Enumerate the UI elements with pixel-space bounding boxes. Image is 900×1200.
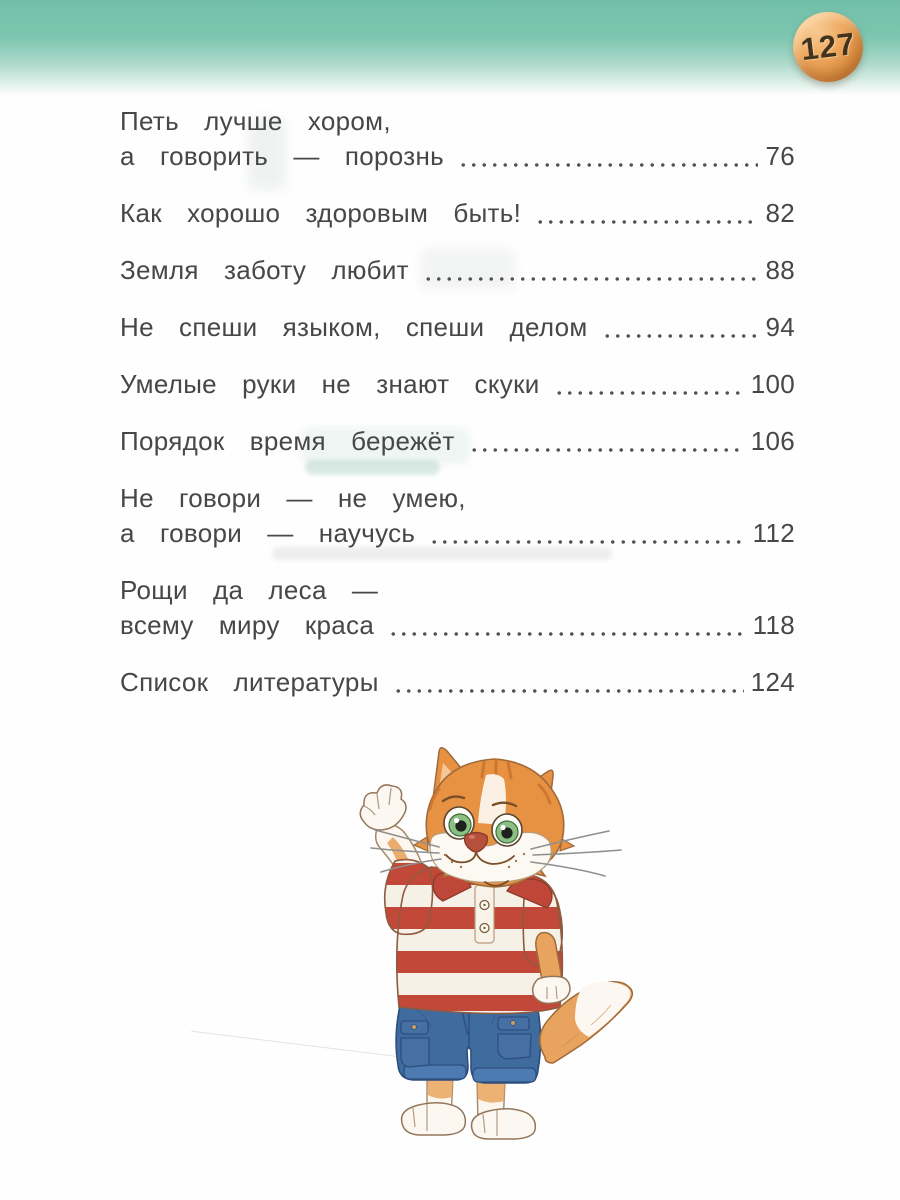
toc-entry xyxy=(120,196,795,231)
toc-entry-title: Земля заботу любит xyxy=(120,255,409,285)
toc-entry-page: 112 xyxy=(752,518,795,548)
waving-cat-illustration xyxy=(335,735,665,1140)
toc-entry-title: всему миру краса xyxy=(120,610,375,640)
toc-entry xyxy=(120,104,795,174)
toc-entry-title: Не говори — не умею, xyxy=(120,483,466,513)
toc-entry-title: Не спеши языком, спеши делом xyxy=(120,312,588,342)
toc-entry xyxy=(120,310,795,345)
toc-entry-title: Как хорошо здоровым быть! xyxy=(120,198,522,228)
toc-entry xyxy=(120,253,795,288)
toc-entry-page: 118 xyxy=(752,610,795,640)
dot-leader xyxy=(533,196,758,231)
toc-entry-title: а говорить — порознь xyxy=(120,141,444,171)
dot-leader xyxy=(421,253,759,288)
table-of-contents xyxy=(120,104,795,722)
toc-entry-page: 76 xyxy=(765,141,795,171)
header-gradient-band xyxy=(0,0,900,96)
toc-entry-title: Умелые руки не знают скуки xyxy=(120,369,540,399)
toc-entry-title: Список литературы xyxy=(120,667,379,697)
dot-leader xyxy=(391,665,744,700)
page-number-label: 127 xyxy=(798,25,858,68)
toc-entry xyxy=(120,481,795,551)
dot-leader xyxy=(386,608,746,643)
dot-leader xyxy=(552,367,744,402)
toc-entry-page: 88 xyxy=(765,255,795,285)
toc-entry-page: 82 xyxy=(765,198,795,228)
dot-leader xyxy=(456,139,759,174)
toc-entry-title: Порядок время бережёт xyxy=(120,426,455,456)
toc-entry-title: Рощи да леса — xyxy=(120,575,379,605)
dot-leader xyxy=(427,516,745,551)
toc-entry-page: 100 xyxy=(750,369,795,399)
toc-entry-title: а говори — научусь xyxy=(120,518,416,548)
toc-entry-title: Петь лучше хором, xyxy=(120,106,391,136)
toc-entry xyxy=(120,665,795,700)
toc-entry xyxy=(120,424,795,459)
toc-entry-page: 94 xyxy=(765,312,795,342)
toc-entry-page: 106 xyxy=(750,426,795,456)
dot-leader xyxy=(600,310,759,345)
cat-legs xyxy=(402,1075,536,1139)
toc-entry-page: 124 xyxy=(750,667,795,697)
toc-entry xyxy=(120,573,795,643)
toc-entry xyxy=(120,367,795,402)
dot-leader xyxy=(467,424,744,459)
page-number-badge xyxy=(793,12,863,82)
